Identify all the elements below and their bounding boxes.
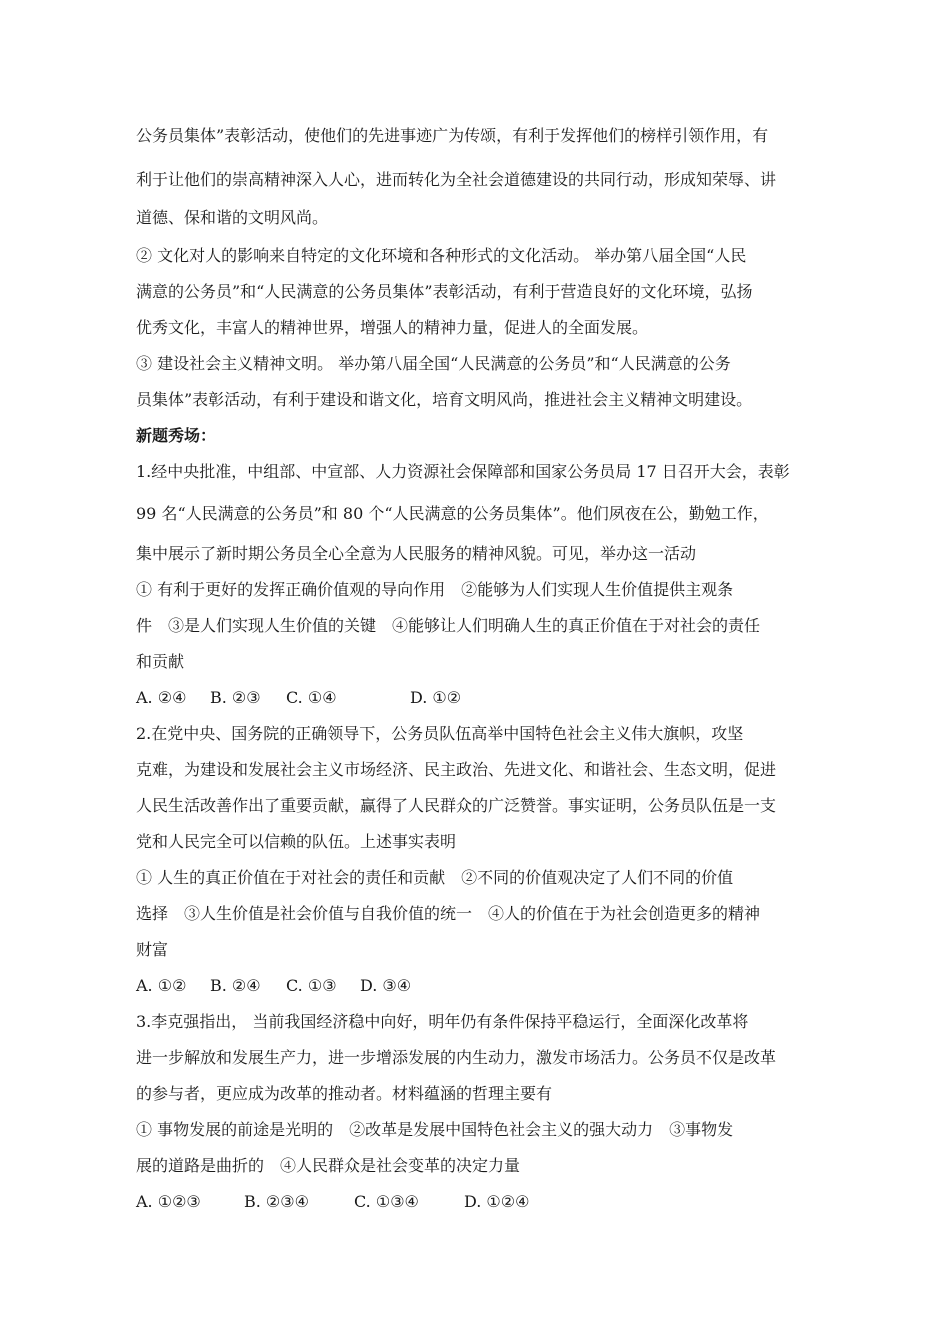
question-1-line: 1.经中央批准，中组部、中宣部、人力资源社会保障部和国家公务员局 17 日召开大会，表彰 xyxy=(136,462,790,481)
intro-line: 员集体”表彰活动，有利于建设和谐文化，培育文明风尚，推进社会主义精神文明建设。 xyxy=(136,390,753,409)
question-3-line: 的参与者，更应成为改革的推动者。材料蕴涵的哲理主要有 xyxy=(136,1084,553,1103)
question-2-line: ① 人生的真正价值在于对社会的责任和贡献 ②不同的价值观决定了人们不同的价值 xyxy=(136,868,734,887)
option-b: B. ②③ xyxy=(210,688,261,707)
question-2-line: 2.在党中央、国务院的正确领导下，公务员队伍高举中国特色社会主义伟大旗帜，攻坚 xyxy=(136,724,744,743)
intro-line: ③ 建设社会主义精神文明。 举办第八届全国“人民满意的公务员”和“人民满意的公务 xyxy=(136,354,731,373)
question-1-line: 99 名“人民满意的公务员”和 80 个“人民满意的公务员集体”。他们夙夜在公，勤勉工作， xyxy=(136,504,769,523)
intro-line: ② 文化对人的影响来自特定的文化环境和各种形式的文化活动。 举办第八届全国“人民 xyxy=(136,246,747,265)
question-3-line: 进一步解放和发展生产力，进一步增添发展的内生动力，激发市场活力。公务员不仅是改革 xyxy=(136,1048,777,1067)
option-c: C. ①③④ xyxy=(354,1192,419,1211)
intro-line: 利于让他们的崇高精神深入人心，进而转化为全社会道德建设的共同行动，形成知荣辱、讲 xyxy=(136,170,777,189)
question-2-line: 财富 xyxy=(136,940,169,959)
option-d: D. ①② xyxy=(410,688,462,707)
intro-line: 道德、保和谐的文明风尚。 xyxy=(136,208,329,227)
intro-line: 满意的公务员”和“人民满意的公务员集体”表彰活动，有利于营造良好的文化环境，弘扬 xyxy=(136,282,753,301)
question-2-line: 人民生活改善作出了重要贡献，赢得了人民群众的广泛赞誉。事实证明，公务员队伍是一支 xyxy=(136,796,777,815)
question-3-line: 展的道路是曲折的 ④人民群众是社会变革的决定力量 xyxy=(136,1156,521,1175)
option-b: B. ②③④ xyxy=(244,1192,309,1211)
question-1-line: 和贡献 xyxy=(136,652,185,671)
option-d: D. ③④ xyxy=(360,976,412,995)
section-title: 新题秀场： xyxy=(136,426,217,445)
option-c: C. ①④ xyxy=(286,688,337,707)
option-d: D. ①②④ xyxy=(464,1192,530,1211)
option-c: C. ①③ xyxy=(286,976,337,995)
question-1-line: ① 有利于更好的发挥正确价值观的导向作用 ②能够为人们实现人生价值提供主观条 xyxy=(136,580,734,599)
intro-line: 公务员集体”表彰活动，使他们的先进事迹广为传颂，有利于发挥他们的榜样引领作用，有 xyxy=(136,126,769,145)
question-2-line: 选择 ③人生价值是社会价值与自我价值的统一 ④人的价值在于为社会创造更多的精神 xyxy=(136,904,761,923)
question-1-line: 集中展示了新时期公务员全心全意为人民服务的精神风貌。可见，举办这一活动 xyxy=(136,544,697,563)
question-2-line: 党和人民完全可以信赖的队伍。上述事实表明 xyxy=(136,832,457,851)
question-3-line: ① 事物发展的前途是光明的 ②改革是发展中国特色社会主义的强大动力 ③事物发 xyxy=(136,1120,734,1139)
option-a: A. ②④ xyxy=(136,688,187,707)
question-3-line: 3.李克强指出， 当前我国经济稳中向好，明年仍有条件保持平稳运行，全面深化改革将 xyxy=(136,1012,749,1031)
option-a: A. ①② xyxy=(136,976,187,995)
question-1-line: 件 ③是人们实现人生价值的关键 ④能够让人们明确人生的真正价值在于对社会的责任 xyxy=(136,616,761,635)
question-2-line: 克难，为建设和发展社会主义市场经济、民主政治、先进文化、和谐社会、生态文明，促进 xyxy=(136,760,777,779)
option-b: B. ②④ xyxy=(210,976,261,995)
option-a: A. ①②③ xyxy=(136,1192,201,1211)
intro-line: 优秀文化，丰富人的精神世界，增强人的精神力量，促进人的全面发展。 xyxy=(136,318,649,337)
